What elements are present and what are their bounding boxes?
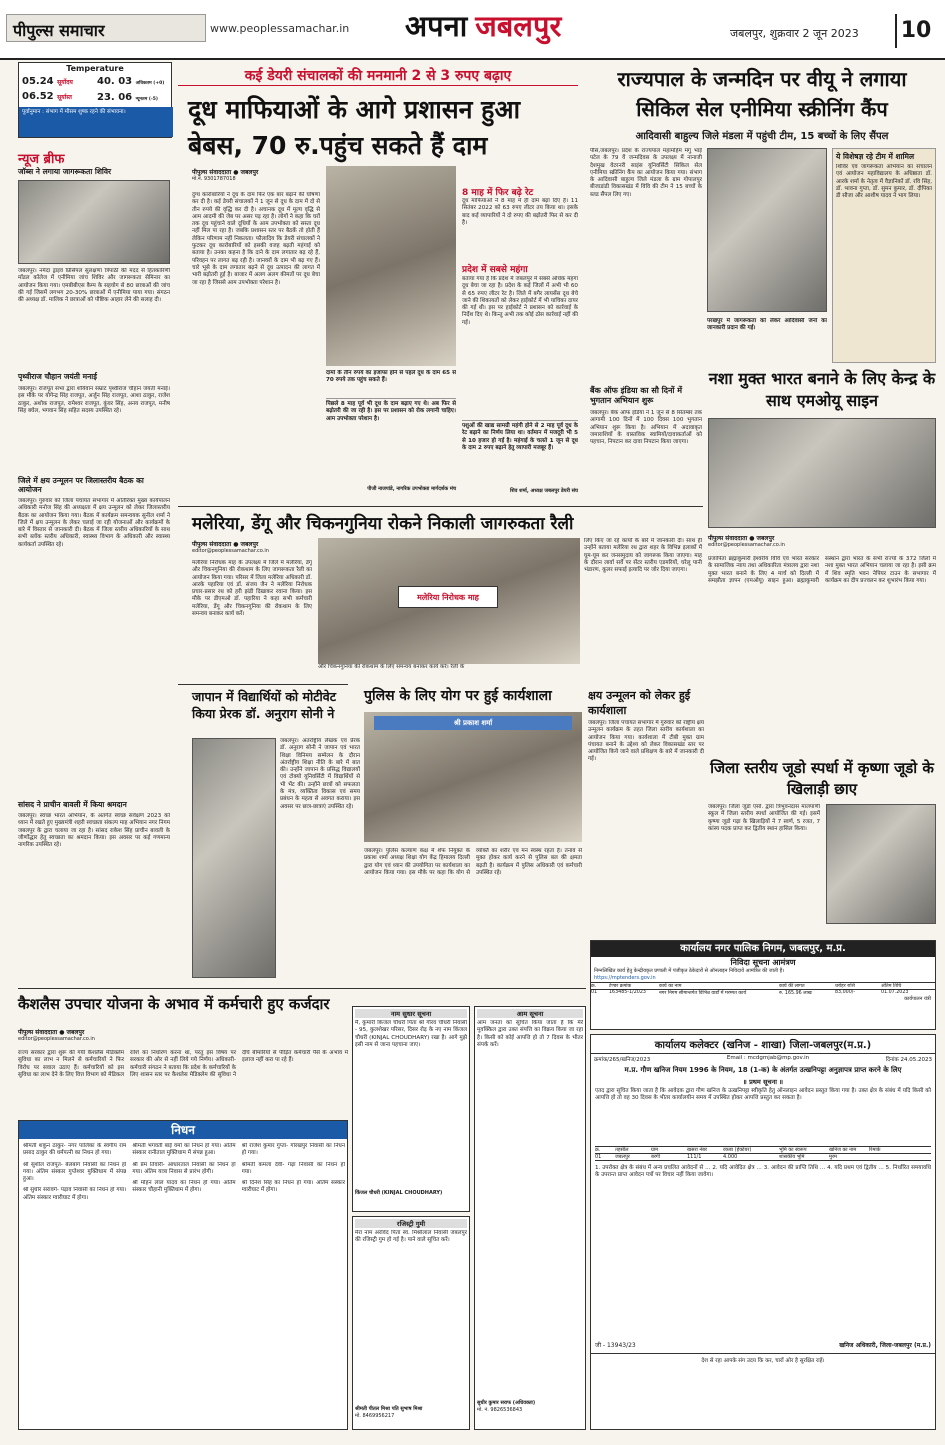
tender-box	[590, 940, 936, 1030]
collector-text: एतद द्वारा सूचित किया जाता है कि आवेदक द्वारा गौण खनिज के उत्खनिपट्टा स्वीकृति हेतु ऑनलाइन आवेदन प्रस्तुत किया गया है। उक्त क्षेत्र के संबंध में यदि किसी को आपत्ति हो तो वह 30 दिवस के भीतर कार्यालयीन समय में उपस्थित होकर आपत्ति प्रस्तुत कर सकता है।	[595, 1088, 931, 1102]
japan-photo	[192, 738, 276, 978]
nidhan-item: श्री सुधीर सरावगे- पड़ाव निवासी का निधन हो गया। अंतिम संस्कार ग्वारीघाट में होगा।	[23, 1187, 127, 1201]
nidhan-item: श्री मोहन लाल यादव का निधन हो गया। अंतिम संस्कार चौहानी मुक्तिधाम में होगा।	[132, 1180, 236, 1194]
collector-ref: क्रमांक/265/खनिज/2023	[594, 1057, 651, 1063]
sunrise-label: सूर्योदय	[57, 79, 73, 86]
governor-headline: राज्यपाल के जन्मदिन पर वीयू ने लगाया सिकिल सेल एनीमिया स्क्रीनिंग कैंप	[617, 67, 907, 121]
governor-subhead: आदिवासी बाहुल्य जिले मंडला में पहुंची टीम, 15 बच्चों के लिए सैंपल	[635, 131, 889, 142]
malaria-caption: और चिकनगुनिया की रोकथाम के लिए समन्वय बनाकर कार्य करें। रैली के	[318, 664, 465, 670]
nidhan-item: श्री दिनेश सिंह का निधन हो गया। अंतिम संस्कार ग्वारीघाट में होगा।	[241, 1180, 345, 1194]
tender-table-row: 01 163485-1/2023 नगर निगम सीमान्तर्गत विभिन्न वार्डों में मरम्मत कार्य रु. 165.96 लाख 83,000/- 01.07.2023	[591, 989, 935, 996]
notice-1-text: मैं, कुमारी किंजल चौधरी पिता श्री गौरव चौधरी निवासी - 95, कुलशेखर परिसर, दिसर रोड़ के नए नाम किंजल चौधरी (KINJAL CHOUDHARY) रखा है। आगे मुझे इसी नाम से जाना पहचाना जाए।	[355, 1020, 467, 1048]
collector-sign: खनिज अधिकारी, जिला-जबलपुर (म.प्र.)	[839, 1342, 931, 1349]
brief-title-0: जॉब्स ने लगाया जागरूकता शिविर	[18, 167, 112, 176]
dairy-quote-1-by: पीजी नाजपांडे, नागरिक उपभोक्ता मार्गदर्शक मंच	[367, 486, 456, 492]
nasha-photo	[708, 418, 936, 528]
dateline: जबलपुर, शुक्रवार 2 जून 2023	[730, 27, 859, 40]
collector-office: कार्यालय कलेक्टर (खनिज - शाखा) जिला-जबलपुर(म.प्र.)	[591, 1035, 935, 1054]
dairy-quote-2: पशुओं की खाद्य सामग्री महंगी होने से 2 माह पूर्व दूध के रेट बढ़ाने का निर्णय लिया था। वर्तमान में मजदूरी भी 5 से 10 हजार हो गई है। महंगाई के चलते 1 जून से दूध के दाम 2 रुपए बढ़ाने हेतु व्यापारी मजबूर हैं।	[462, 420, 578, 484]
nidhan-item: श्रीमती कमला देवी- गढ़ा निवासी का निधन हो गया।	[241, 1161, 345, 1175]
dairy-byline: पीपुल्स संवाददाता ● जबलपुर	[192, 169, 259, 176]
weather-forecast: पूर्वानुमान : संभाग में मौसम शुष्क रहने की संभावना।	[19, 107, 173, 137]
tender-office: कार्यालय नगर पालिक निगम, जबलपुर, म.प्र.	[591, 941, 935, 957]
brief-photo-camp	[18, 180, 170, 264]
notice-1-sign: किंजल चौधरी (KINJAL CHOUDHARY)	[355, 1190, 443, 1196]
collector-title: म.प्र. गौण खनिज नियम 1996 के नियम, 18 (1-क) के अंतर्गत उत्खनिपट्टा अनुज्ञापत्र प्राप्त करने के लिए	[624, 1066, 902, 1074]
page-number: 10	[895, 14, 935, 48]
brief-text-2: जबलपुर। गुरुवार को जिला पंचायत सभागार में अतिरिक्त मुख्य कार्यपालन अधिकारी मनोज सिंह की अध्यक्षता में क्षय उन्मूलन को लेकर जिलास्तरीय बैठक का आयोजन किया गया। बैठक में कार्यक्रम समन्वयक सुनील शर्मा ने जिले में क्षय उन्मूलन के लेकर चलाई जा रही योजनाओं और कार्यक्रमों के बारे में विस्तार से जानकारी दी। बैठक में जिला स्तरीय अधिकारियों के साथ सभी ब्लॉक स्तरीय अधिकारी, स्वास्थ्य विभाग के अधिकारी और स्वास्थ्य कार्यकर्ता उपस्थित रहे।	[18, 498, 170, 548]
dairy-headline: दूध माफियाओं के आगे प्रशासन हुआ बेबस, 70 रु.पहुंच सकते हैं दाम	[188, 95, 520, 160]
milk-photo-caption: दामों के तीन रुपये का इजाफा होने से पहले दूध के दाम 65 से 70 रुपये तक पहुंच सकते हैं।	[326, 370, 456, 384]
dairy-sidebar-title2: प्रदेश में सबसे महंगा	[462, 265, 528, 275]
min-label: न्यूनतम (-5)	[135, 97, 158, 102]
nasha-headline: नशा मुक्त भारत बनाने के लिए केन्द्र के साथ एमओयू साइन	[708, 369, 936, 410]
sunrise-time: 05.24	[22, 76, 54, 87]
nasha-body: प्रजापिता ब्रह्माकुमारी ईश्वरीय विवि एवं भारत सरकार के सामाजिक न्याय तथा अधिकारिता मंत्रालय द्वारा नशा मुक्त भारत बनाने के लिए 4 मार्च को दिल्ली में समझौता ज्ञापन (एमओयू) साइन हुआ। ब्रह्माकुमारी संस्थान द्वारा भारत के सभी राज्यों के 372 जिलों में नशा मुक्त भारत अभियान चलाया जा रहा है। इसी क्रम में शिव स्मृति भवन नेपियर टाउन के सभागार में कार्यक्रम का दीप प्रज्वलन कर शुभारंभ किया गया।	[708, 556, 936, 584]
collector-footer: देश से रहा आपके संग उदय कि कर, चारों ओर है सुरक्षित राहें।	[591, 1353, 935, 1364]
sunset-label: सूर्यास्त	[57, 94, 72, 101]
bank-body: जबलपुर। बैंक ऑफ इंडिया ने 1 जून से 8 सितम्बर तक आगामी 100 दिनों में 100 दिवस 100 भुगतान अभियान शुरू किया है। अभियान में अदावाकृत जमाराशियों के वास्तविक स्वामियों/दावाकर्ताओं को पहचान, निपटान कर दावा निपटान किया जाएगा।	[590, 410, 702, 446]
judo-headline: जिला स्तरीय जूडो स्पर्धा में कृष्णा जूडो के खिलाड़ी छाए	[710, 759, 934, 798]
brief-label: न्यूज ब्रीफ	[18, 152, 65, 167]
brief-text-3: जबलपुर। स्वच्छ भारत अभियान, के अंतर्गत स्वच्छ सर्वेक्षण 2023 को ध्यान में रखते हुए मुख्यमंत्री शहरी स्वच्छता संकल्प माह अभियान नगर निगम जबलपुर के द्वारा चलाया जा रहा है। सांसद राकेश सिंह प्राचीन बावली के जीर्णोद्धार हेतु स्वच्छता का श्रमदान किया। इस अवसर पर कई गणमान्य नागरिक उपस्थित रहे।	[18, 813, 170, 849]
tender-sign: कार्यपालन यंत्री	[904, 996, 931, 1002]
collector-email: Email : mcdgmjab@mp.gov.in	[726, 1055, 810, 1061]
brief-title-1: पृथ्वीराज चौहान जयंती मनाई	[18, 372, 97, 381]
bank-headline: बैंक ऑफ इंडिया का सौ दिनों में भुगतान अभियान शुरू	[590, 386, 683, 405]
police-photo	[364, 712, 582, 842]
dairy-mobile: मो.नं. 9301787018	[192, 176, 236, 182]
paper-logo	[6, 14, 206, 42]
paper-website: www.peoplessamachar.in	[210, 22, 350, 35]
milk-photo	[326, 166, 456, 366]
collector-table-header: क्र. तहसील ग्राम खसरा नंबर रकबा (हेक्टेयर) भूमि का स्वरूप खनिज का नाम रिमार्क	[595, 1146, 931, 1154]
nidhan-item: श्रीमती शकुन ठाकुर- नगर पालिका के स्वर्गीय राम प्रसाद ठाकुर की धर्मपत्नी का निधन हो गया।	[23, 1143, 127, 1157]
section-name: जबलपुर	[475, 9, 562, 43]
weather-box	[18, 62, 172, 138]
tender-table-header: क्र. टेण्डर क्रमांक कार्य का नाम कार्य की लागत धरोहर राशि अंतिम तिथि	[591, 982, 935, 989]
collector-subtitle: ॥ प्रथम सूचना ॥	[742, 1078, 784, 1086]
governor-caption: परखपुर में जागरूकता को लेकर आदिवासी जनों का जानकारी प्रदान की गई।	[707, 318, 827, 332]
notice-3-sign: श्रीमती पीतल मिश्रा पति सुभाष मिश्रा	[355, 1406, 423, 1412]
dairy-body: दुग्ध कारोबारियों ने दूध के दाम फिर एक बार बढ़ाने की घोषणा कर दी है। कई डेयरी संचालकों ने 1 जून से दूध के दाम में दो से तीन रुपये की वृद्धि कर दी है। अचानक दूध में मूल्य वृद्धि से आम आदमी की जेब पर असर पड़ रहा है। लोगों ने कहा कि घरों तक दूध पहुंचाने वाले दूधियों के आम उपभोक्ता को सस्ता दूध नहीं मिल पा रहा है। जबकि प्रशासन स्तर पर बैठकें तो होती हैं लेकिन परिणाम नहीं निकलता। फौलादिय कि डेयरी संचालकों ने फुटकर दूध कारोबारियों को इसकी वजह बढ़ती महंगाई को बताया है। उनका कहना है कि दाने के दाम लगातार बढ़ रहे हैं, परिवहन पर लागत बढ़ रही है। जानवरों के दाम भी बढ़ गए हैं। चारे भूसे के दाम लगातार बढ़ने से दूध उत्पादन की लागत में भारी बढ़ोतरी हुई है। बाजार में अलग अलग कीमतों पर दूध बेचा जा रहा है जिससे आम उपभोक्ता परेशान है।	[192, 192, 320, 286]
cashless-byline: पीपुल्स संवाददाता ● जबलपुर	[18, 1029, 85, 1036]
max-label: अधिकतम (+0)	[135, 81, 165, 86]
japan-headline: जापान में विद्यार्थियों को मोटीवेट किया प्रेरक डॉ. अनुराग सोनी ने	[192, 689, 337, 721]
tender-title: निविदा सूचना आमंत्रण	[730, 958, 796, 967]
nidhan-item: श्री सुशील राजपूत- बेलबाग निवासी का निधन हो गया। अंतिम संस्कार गुप्तेश्वर मुक्तिधाम में संपन्न हुआ।	[23, 1161, 127, 1183]
notice-3-title: रजिस्ट्री गुमी	[355, 1219, 467, 1228]
cashless-headline: कैशलैस उपचार योजना के अभाव में कर्मचारी हुए कर्जदार	[18, 995, 330, 1013]
paper-name: पीपुल्स समाचार	[13, 21, 105, 40]
governor-box-title: ये विशेषज्ञ रहे टीम में शामिल	[836, 152, 915, 161]
nidhan-box	[18, 1120, 348, 1430]
max-temp: 40. 03	[97, 76, 133, 87]
collector-table-row: 01 जबलपुर बरगी 111/1 4.000 शासकीय भूमि मुरम	[595, 1154, 931, 1161]
governor-body: पीसं,जबलपुर। प्रदेश के राज्यपाल महामहिम मंगु भाई पटेल के 79 वें जन्मदिवस के उपलक्ष्य में नानाजी देशमुख वेटरनरी साइंस यूनिवर्सिटी सिकिल सेल एनीमिया स्क्रीनिंग कैंप का आयोजन किया गया। संभाग के आदिवासी बाहुल्य जिले मंडला के ग्राम गोपालपुर बीजाडांडी विकासखंड में विवि की टीम ने 15 बच्चों के ब्लड सैंपल लिए गए।	[590, 148, 702, 198]
judo-photo	[826, 804, 936, 924]
weather-title: Temperature	[19, 63, 171, 74]
min-temp: 23. 06	[97, 92, 133, 103]
tender-text: निम्नलिखित कार्य हेतु केन्द्रीयकृत प्रणाली में पंजीकृत ठेकेदारों से ऑनलाइन निविदायें आमंत्रित की जाती हैं।	[594, 968, 785, 974]
tender-website: https://mptenders.gov.in	[594, 974, 656, 981]
malaria-body-2: लिए किए जा रहे कार्यों के बारे में जानकारी दी। साथ ही उन्होंने बताया मलेरिया रथ द्वारा शहर के विभिन्न इलाकों में घूम-घूम कर जनसमुदाय को जागरूक किया जाएगा। माह के दौरान लार्वा सर्वे पर सेंटर स्तरीय एडमरियों, घरेलू पानी भंडारण, कूलर सफाई इत्यादि पर जोर दिया जाएगा।	[584, 538, 702, 574]
cashless-body: राज्य सरकार द्वारा शुरू की गयी कैशलैस मेडिक्लेम सुविधा का लाभ न मिलने से कर्मचारियों ने फिर विरोध पर सवाल उठाए हैं। कर्मचारियों को इस सुविधा का लाभ देने के लिए वित्त विभाग को मेडिकल राशि का निर्धारण करना था, परंतु इस विषय पर सरकार की ओर से नहीं लिये गये निर्णय। अधिकारी-कर्मचारी संगठन ने बताया कि प्रदेश के कर्मचारियों के लिए शासन स्तर पर कैशलेस मेडिक्लेम की सुविधा ने दीर्घ बीमारियों से पीड़ित कर्मचारी पैसे के अभाव में इलाज नहीं करा पा रहे हैं।	[18, 1050, 348, 1078]
notice-3-phone: मो. 8469956217	[355, 1412, 395, 1419]
nidhan-item: श्री प्रेम तिवारी- आधारताल निवासी का निधन हो गया। अंतिम यात्रा निवास से प्रारंभ होगी।	[132, 1161, 236, 1175]
collector-conditions: 1. उपरोक्त क्षेत्र के संबंध में अन्य प्रचलित आवेदनों से ... 2. यदि आवेदित क्षेत्र ... 3. आवेदन की प्राप्ति तिथि ... 4. यदि प्रथम एवं द्वितीय ... 5. निर्धारित समयावधि के उपरान्त प्राप्त आवेदन पत्रों पर विचार नहीं किया जावेगा।	[595, 1165, 931, 1179]
police-body: जबलपुर। पुलिस कल्याण कक्ष में शेफ नियुक्त के प्रकाश शर्मा अध्यक्ष शिक्षा योग केंद्र हिमालय दिल्ली द्वारा योग एवं ध्यान की उपयोगिता पर कार्यशाला का आयोजन किया गया। इस मौके पर कहा कि योग से व्यक्ति का शरीर एवं मन स्वस्थ रहता है। तनाव से मुक्त होकर कार्य करने से पुलिस बल की क्षमता बढ़ती है। कार्यक्रम में पुलिस अधिकारी एवं कर्मचारी उपस्थित रहे।	[364, 848, 582, 876]
malaria-banner: मलेरिया निरोधक माह	[398, 586, 498, 608]
nidhan-item: श्रीमती भगवती बाई वर्मा का निधन हो गया। अंतिम संस्कार रानीताल मुक्तिधाम में संपन्न हुआ।	[132, 1143, 236, 1157]
police-banner: श्री प्रकाश शर्मा	[374, 716, 572, 730]
collector-ro: जी - 13943/23	[595, 1342, 636, 1349]
governor-box	[832, 148, 936, 363]
notice-registry-lost	[352, 1216, 470, 1430]
notice-name-change	[352, 1006, 470, 1212]
brief-title-2: जिले में क्षय उन्मूलन पर जिलास्तरीय बैठक का आयोजन	[18, 476, 144, 494]
brief-text-1: जबलपुर। राजपूत सभा द्वारा शौर्यवान सम्राट पृथ्वीराज चौहान जयंती मनाई। इस मौके पर योगेन्द्र सिंह राजपूत, अर्जुन सिंह राजपूत, आशा ठाकुर, राजेश ठाकुर, अशोक राजपूत, रामेश्वर राजपूत, कुंवर सिंह, अनय राजपूत, मनीष सिंह बघेल, भगवान सिंह सहित सदस्य उपस्थित रहे।	[18, 386, 170, 414]
notice-2-text: आम जनता को सूचित किया जाता है कि मेरे मुवक्किल द्वारा उक्त संपत्ति का विक्रय किया जा रहा है। किसी को कोई आपत्ति हो तो 7 दिवस के भीतर संपर्क करें।	[477, 1020, 583, 1048]
collector-notice	[590, 1034, 936, 1430]
governor-photo	[707, 148, 827, 312]
nasha-email: editor@peoplessamachar.co.in	[708, 542, 785, 548]
brief-label-box	[18, 148, 170, 168]
masthead	[0, 0, 945, 60]
malaria-headline: मलेरिया, डेंगू और चिकनगुनिया रोकने निकाली जागरुकता रैली	[192, 514, 574, 534]
notice-2-title: आम सूचना	[477, 1009, 583, 1018]
malaria-photo	[318, 538, 580, 664]
malaria-body: मलेरिया निरोधक माह के उपलक्ष्य में जिले में मलेरिया, डेंगू और चिकनगुनिया की रोकथाम के लिए जागरूकता रैली का आयोजन किया गया। परिसर में जिला मलेरिया अधिकारी डॉ. आरके पहारिया एवं डॉ. संजय जैन ने मलेरिया निरोधक प्रचार-प्रसार रथ को हरी झंडी दिखाकर रवाना किया। इस मौके पर डीएमओ डॉ. पहारिया ने कहा सभी कर्मचारी मलेरिया, डेंगू और चिकनगुनिया की रोकथाम के लिए समन्वय बनाकर कार्य करें।	[192, 560, 312, 618]
notice-3-text: मेरा नाम अरविंद पिता स्व. मिश्रीलाल निवासी जबलपुर की रजिस्ट्री गुम हो गई है। पाने वाले सूचित करें।	[355, 1230, 467, 1244]
tb-body: जबलपुर। जिला पंचायत सभागार में गुरुवार को राष्ट्रीय क्षय उन्मूलन कार्यक्रम के तहत जिला स्तरीय कार्यशाला का आयोजन किया गया। कार्यशाला में टीबी मुक्त ग्राम पंचायत बनाने के उद्देश्य को लेकर विकासखंड स्तर पर आयोजित किये जाने वाले प्रशिक्षण के बारे में जानकारी दी गई।	[588, 720, 704, 763]
police-headline: पुलिस के लिए योग पर हुई कार्यशाला	[364, 688, 552, 704]
nidhan-item: श्री राजेश कुमार गुप्ता- गोरखपुर निवासी का निधन हो गया।	[241, 1143, 345, 1157]
dairy-quote-2-by: शिव शर्मा, अध्यक्ष जबलपुर डेयरी संघ	[509, 488, 578, 494]
nidhan-label: निधन	[19, 1121, 347, 1139]
malaria-byline: पीपुल्स संवाददाता ● जबलपुर	[192, 541, 259, 548]
notice-1-title: नाम सुधार सूचना	[355, 1009, 467, 1018]
section-prefix: अपना	[405, 9, 468, 43]
section-title	[405, 6, 561, 50]
brief-text-0: जबलपुर। नर्मदा ड्राइव प्रिंसिपल सुलक्षणा त्रिपाठी की मदद से हितकारिणी मॉडल कॉलेज में एनीमिया जांच शिविर और जागरूकता सेमिनार का आयोजन किया गया। एमबीबीएस कैम्प के सहयोग से 80 छात्राओं की जांच की गई जिसमें लगभग 20-30% छात्राओं में एनीमिया पाया गया। संगठन की अध्यक्ष डॉ. मालिक ने छात्राओं को पौष्टिक आहार लेने की सलाह दी।	[18, 268, 170, 304]
sunset-time: 06.52	[22, 91, 54, 102]
governor-box-text: शिविर एवं जागरूकता अभियान का संचालन एवं आयोजन महाविद्यालय के अधिष्ठाता डॉ. आरके शर्मा के नेतृत्व में वैज्ञानिकों डॉ. रवि सिंह, डॉ. भावना गुप्ता, डॉ. सुमन कुमार, डॉ. दीपिका डी सौजा और आशीष यादव ने भाग लिया।	[836, 164, 932, 200]
japan-body: जबलपुर। अंतर्राष्ट्रीय लेखक एवं प्रेरक डॉ. अनुराग सोनी ने जापान एवं भारत शिक्षा विनिमय सम्मेलन के दौरान अंतर्राष्ट्रीय शिक्षा नीति के बारे में बात की। उन्होंने जापान के प्रसिद्ध विद्यालयों एवं टोक्यो यूनिवर्सिटी में विद्यार्थियों से भी भेंट की। उन्होंने छात्रों को सफलता के मंत्र, व्यक्तित्व विकास एवं समय प्रबंधन के महत्व से अवगत कराया। इस अवसर पर छात्र-छात्राएं उपस्थित रहे।	[280, 738, 360, 810]
dairy-quote-1: पिछले 8 माह पूर्व भी दूध के दाम बढ़ाए गए थे। अब फिर से बढ़ोतरी की जा रही है। इस पर प्रशासन को रोक लगानी चाहिए। आम उपभोक्ता परेशान है।	[326, 398, 456, 482]
dairy-kicker: कई डेयरी संचालकों की मनमानी 2 से 3 रुपए बढ़ाए	[178, 66, 578, 86]
tb-headline: क्षय उन्मूलन को लेकर हुई कार्यशाला	[588, 689, 691, 717]
nasha-byline: पीपुल्स संवाददाता ● जबलपुर	[708, 535, 775, 542]
dairy-sidebar-title: 8 माह में फिर बढ़े रेट	[462, 188, 534, 198]
notice-2-phone: मो. नं. 9826536843	[477, 1406, 523, 1413]
nidhan-list	[23, 1143, 345, 1427]
notice-public	[474, 1006, 586, 1430]
dairy-sidebar-text2: बताया गया है कि प्रदेश में जबलपुर में सबसे अधिक महंगा दूध बेचा जा रहा है। प्रदेश के कई जिलों में अभी भी 60 से 65 रुपए लीटर रेट है। जिले में बगैर लायसेंस दूध बेचे जाने की शिकायतों को लेकर हाईकोर्ट में भी याचिका दायर की गई थी। इस पर हाईकोर्ट ने प्रशासन को कार्रवाई के निर्देश दिए थे। किन्तु अभी तक कोई ठोस कार्रवाई नहीं की गई।	[462, 276, 578, 326]
judo-body: जबलपुर। जिला जूडो एसो. द्वारा त्रिभुवनदास मालपाणी स्कूल में जिला स्तरीय स्पर्धा आयोजित की गई। इसमें कृष्णा जूडो गढ़ा के खिलाड़ियों ने 7 स्वर्ण, 5 रजत, 7 कांस्य पदक प्राप्त कर द्वितीय स्थान हासिल किया।	[708, 804, 820, 832]
cashless-email: editor@peoplessamachar.co.in	[18, 1036, 95, 1042]
notice-2-sign: सुधीर कुमार सराफ (अधिवक्ता)	[477, 1400, 536, 1406]
malaria-email: editor@peoplessamachar.co.in	[192, 548, 269, 554]
brief-title-3: सांसद ने प्राचीन बावली में किया श्रमदान	[18, 800, 127, 809]
dairy-sidebar-text: दूध माफियाओं ने 8 माह में ही दाम बढ़ा दिए हैं। 11 सितंबर 2022 को 63 रुपए लीटर तय किया था। इसके बाद कई व्यापारियों ने दो रुपए की बढ़ोतरी फिर से कर दी है।	[462, 198, 578, 226]
collector-date: दिनांक 24.05.2023	[885, 1057, 932, 1063]
